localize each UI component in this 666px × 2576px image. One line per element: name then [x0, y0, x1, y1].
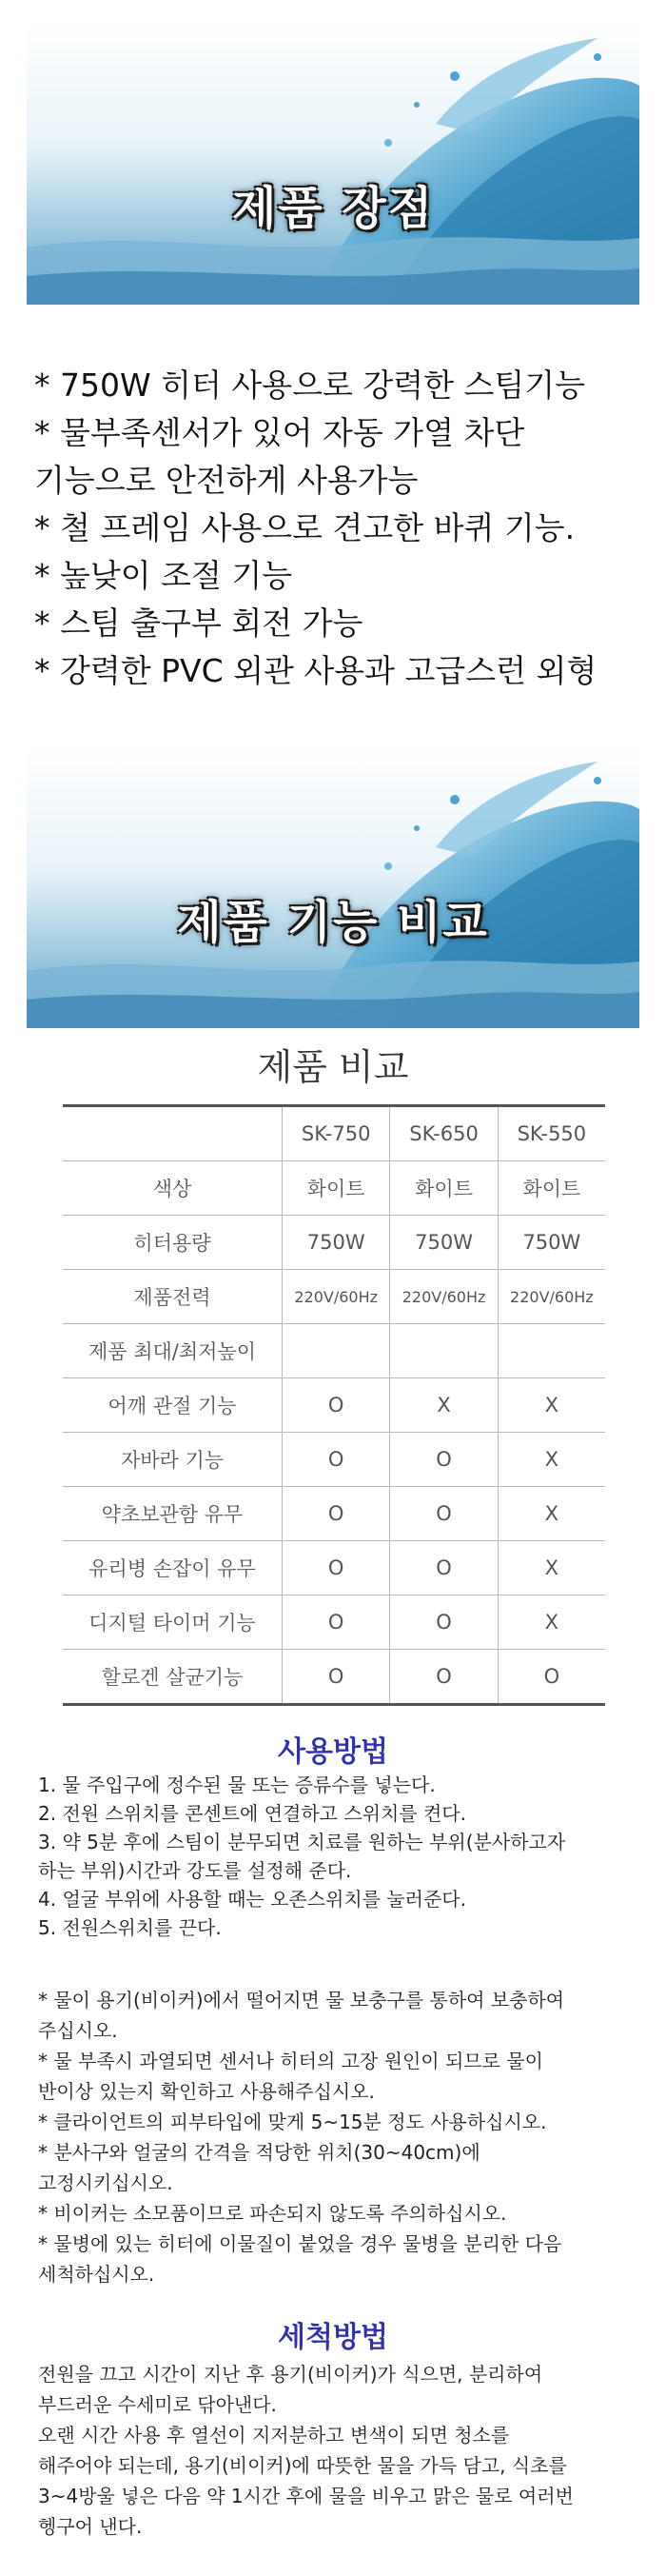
table-cell: [63, 1106, 283, 1161]
table-cell: 디지털 타이머 기능: [63, 1595, 283, 1650]
usage-step: 하는 부위)시간과 강도를 설정해 준다.: [38, 1859, 352, 1882]
usage-note: 주십시오.: [38, 2019, 118, 2042]
table-cell: 220V/60Hz: [283, 1270, 390, 1324]
cleaning-text: [38, 2359, 637, 2542]
feature-item: 기능으로 안전하게 사용가능: [34, 462, 419, 499]
table-cell: O: [390, 1487, 498, 1541]
table-header-row: [63, 1106, 605, 1161]
table-cell: [390, 1324, 498, 1378]
table-cell: 220V/60Hz: [498, 1270, 605, 1324]
table-cell: 화이트: [390, 1161, 498, 1216]
table-cell: O: [283, 1541, 390, 1595]
table-cell: X: [498, 1541, 605, 1595]
cleaning-line: 오랜 시간 사용 후 열선이 지저분하고 변색이 되면 청소를: [38, 2424, 510, 2447]
cleaning-line: 해주어야 되는데, 용기(비이커)에 따뜻한 물을 가득 담고, 식초를: [38, 2454, 567, 2477]
feature-list: [34, 362, 643, 695]
usage-step: 1. 물 주입구에 정수된 물 또는 증류수를 넣는다.: [38, 1773, 436, 1796]
table-cell: 화이트: [283, 1161, 390, 1216]
table-row: [63, 1541, 605, 1595]
table-cell: [283, 1324, 390, 1378]
usage-note: * 물 부족시 과열되면 센서나 히터의 고장 원인이 되므로 물이: [38, 2050, 543, 2072]
table-row: [63, 1216, 605, 1270]
usage-heading: 사용방법: [278, 1735, 388, 1769]
comparison-table: [63, 1104, 605, 1706]
table-cell: 제품 최대/최저높이: [63, 1324, 283, 1378]
table-row: [63, 1161, 605, 1216]
cleaning-line: 헹구어 낸다.: [38, 2515, 143, 2538]
feature-item: * 스팀 출구부 회전 가능: [34, 604, 363, 642]
table-cell: 약초보관함 유무: [63, 1487, 283, 1541]
table-row: [63, 1595, 605, 1650]
compare-title: 제품 기능 비교: [177, 896, 489, 949]
table-cell: X: [498, 1433, 605, 1487]
table-cell: O: [283, 1650, 390, 1705]
table-row: [63, 1433, 605, 1487]
usage-note: * 비이커는 소모품이므로 파손되지 않도록 주의하십시오.: [38, 2202, 507, 2225]
table-cell: O: [283, 1487, 390, 1541]
table-cell: X: [390, 1378, 498, 1433]
table-cell: O: [390, 1541, 498, 1595]
table-row: [63, 1487, 605, 1541]
table-cell: SK-550: [498, 1106, 605, 1161]
feature-item: * 높낮이 조절 기능: [34, 557, 293, 594]
feature-item: * 강력한 PVC 외관 사용과 고급스런 외형: [34, 652, 597, 689]
table-cell: 제품전력: [63, 1270, 283, 1324]
usage-note: 반이상 있는지 확인하고 사용해주십시오.: [38, 2080, 375, 2103]
table-cell: 어깨 관절 기능: [63, 1378, 283, 1433]
table-cell: SK-650: [390, 1106, 498, 1161]
table-cell: 색상: [63, 1161, 283, 1216]
feature-item: * 750W 히터 사용으로 강력한 스팀기능: [34, 367, 585, 404]
feature-item: * 철 프레임 사용으로 견고한 바퀴 기능.: [34, 509, 576, 546]
usage-step: 2. 전원 스위치를 콘센트에 연결하고 스위치를 켠다.: [38, 1802, 466, 1825]
cleaning-line: 3~4방울 넣은 다음 약 1시간 후에 물을 비우고 맑은 물로 여러번: [38, 2485, 574, 2507]
table-cell: SK-750: [283, 1106, 390, 1161]
table-cell: O: [498, 1650, 605, 1705]
advantages-banner: [27, 19, 639, 305]
table-cell: 220V/60Hz: [390, 1270, 498, 1324]
table-cell: O: [390, 1650, 498, 1705]
table-cell: X: [498, 1595, 605, 1650]
usage-steps: [38, 1771, 637, 1942]
table-row: [63, 1650, 605, 1705]
cleaning-line: 부드러운 수세미로 닦아낸다.: [38, 2393, 277, 2416]
table-cell: X: [498, 1487, 605, 1541]
advantages-title: 제품 장점: [231, 182, 435, 235]
usage-step: 3. 약 5분 후에 스팀이 분무되면 치료를 원하는 부위(분사하고자: [38, 1831, 566, 1853]
table-cell: O: [390, 1595, 498, 1650]
table-cell: 화이트: [498, 1161, 605, 1216]
table-row: [63, 1378, 605, 1433]
usage-note: 고정시키십시오.: [38, 2171, 173, 2194]
usage-step: 4. 얼굴 부위에 사용할 때는 오존스위치를 눌러준다.: [38, 1888, 466, 1911]
table-cell: 750W: [498, 1216, 605, 1270]
table-cell: O: [390, 1433, 498, 1487]
usage-note: * 클라이언트의 피부타입에 맞게 5~15분 정도 사용하십시오.: [38, 2110, 547, 2133]
table-cell: 히터용량: [63, 1216, 283, 1270]
table-cell: X: [498, 1378, 605, 1433]
compare-banner: [27, 743, 639, 1028]
cleaning-heading: 세척방법: [278, 2321, 388, 2354]
table-row: [63, 1324, 605, 1378]
table-cell: O: [283, 1433, 390, 1487]
usage-note: * 물이 용기(비이커)에서 떨어지면 물 보충구를 통하여 보충하여: [38, 1989, 565, 2011]
table-cell: [498, 1324, 605, 1378]
cleaning-line: 전원을 끄고 시간이 지난 후 용기(비이커)가 식으면, 분리하여: [38, 2363, 543, 2386]
usage-notes: [38, 1985, 637, 2289]
table-cell: 750W: [390, 1216, 498, 1270]
table-cell: 자바라 기능: [63, 1433, 283, 1487]
table-cell: 유리병 손잡이 유무: [63, 1541, 283, 1595]
table-cell: 750W: [283, 1216, 390, 1270]
water-splash-image: [27, 19, 639, 305]
feature-item: * 물부족센서가 있어 자동 가열 차단: [34, 414, 525, 451]
table-cell: O: [283, 1595, 390, 1650]
table-cell: 할로겐 살균기능: [63, 1650, 283, 1705]
usage-note: * 분사구와 얼굴의 간격을 적당한 위치(30~40cm)에: [38, 2141, 480, 2164]
usage-note: * 물병에 있는 히터에 이물질이 붙었을 경우 물병을 분리한 다음: [38, 2232, 562, 2255]
comparison-heading: 제품 비교: [257, 1046, 409, 1088]
table-row: [63, 1270, 605, 1324]
usage-note: 세척하십시오.: [38, 2263, 155, 2286]
usage-step: 5. 전원스위치를 끈다.: [38, 1916, 222, 1939]
table-cell: O: [283, 1378, 390, 1433]
